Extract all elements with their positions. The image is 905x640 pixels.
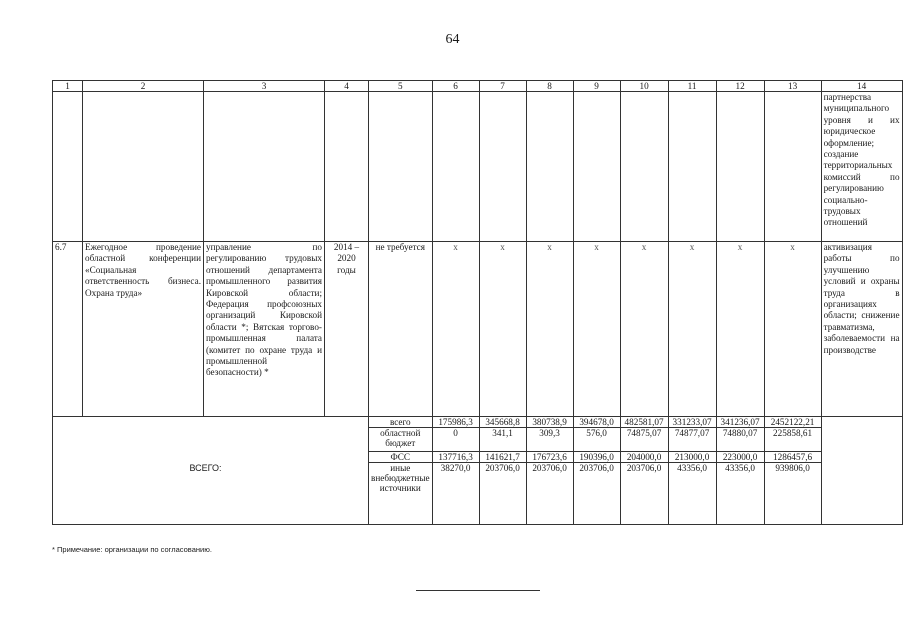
- col-num: 14: [821, 81, 902, 92]
- total-value: 482581,07: [620, 417, 668, 428]
- cost-mark: х: [479, 242, 526, 417]
- total-value: 345668,8: [479, 417, 526, 428]
- source-label: областной бюджет: [369, 428, 433, 452]
- col-num: 3: [204, 81, 325, 92]
- funding: не требуется: [369, 242, 433, 417]
- total-value: 141621,7: [479, 452, 526, 463]
- cost-mark: х: [668, 242, 716, 417]
- col-num: 9: [573, 81, 620, 92]
- col-num: 4: [325, 81, 369, 92]
- cost-mark: х: [526, 242, 573, 417]
- col-num: 8: [526, 81, 573, 92]
- source-label: иные внебюджетные источники: [369, 463, 433, 525]
- total-value: 74877,07: [668, 428, 716, 452]
- col-num: 12: [716, 81, 764, 92]
- col-num: 6: [432, 81, 479, 92]
- col-num: 7: [479, 81, 526, 92]
- col-num: 2: [83, 81, 204, 92]
- total-value: 576,0: [573, 428, 620, 452]
- total-label: ВСЕГО:: [53, 417, 369, 525]
- total-value: 176723,6: [526, 452, 573, 463]
- cost-mark: х: [573, 242, 620, 417]
- cost-mark: х: [432, 242, 479, 417]
- total-value: 175986,3: [432, 417, 479, 428]
- total-value: 203706,0: [479, 463, 526, 525]
- total-value: 0: [432, 428, 479, 452]
- cost-mark: х: [620, 242, 668, 417]
- source-label: ФСС: [369, 452, 433, 463]
- total-value: 203706,0: [573, 463, 620, 525]
- total-value: 137716,3: [432, 452, 479, 463]
- col-num: 5: [369, 81, 433, 92]
- source-label: всего: [369, 417, 433, 428]
- total-value: 190396,0: [573, 452, 620, 463]
- total-value: 380738,9: [526, 417, 573, 428]
- event-name: Ежегодное проведение областной конференции «Социальная ответственность бизнеса. Охрана труда»: [83, 242, 204, 417]
- total-row-all: [53, 417, 903, 428]
- total-value: 2452122,21: [764, 417, 821, 428]
- total-value: 939806,0: [764, 463, 821, 525]
- total-value: 331233,07: [668, 417, 716, 428]
- executors: управление по регулированию трудовых отношений департамента промышленного развития Кировской области; Федерация профсоюзных организаций Кировской области *; Вятская торгово-промышленная палата (комитет по охране труда и промышленной безопасности) *: [204, 242, 325, 417]
- total-value: 74875,07: [620, 428, 668, 452]
- total-value: 309,3: [526, 428, 573, 452]
- total-value: 204000,0: [620, 452, 668, 463]
- total-value: 38270,0: [432, 463, 479, 525]
- total-value: 225858,61: [764, 428, 821, 452]
- separator-line: [416, 590, 540, 591]
- table-row: [53, 242, 903, 417]
- page-number: 64: [445, 32, 460, 47]
- continuation-row: [53, 92, 903, 242]
- cost-mark: х: [716, 242, 764, 417]
- total-value: 203706,0: [620, 463, 668, 525]
- total-value: 213000,0: [668, 452, 716, 463]
- col-num: 13: [764, 81, 821, 92]
- continuation-result: партнерства муниципального уровня и их юридическое оформление; создание территориальных комиссий по регулированию социально-трудовых отношений: [821, 92, 902, 242]
- total-value: 394678,0: [573, 417, 620, 428]
- row-number: 6.7: [53, 242, 83, 417]
- total-value: 43356,0: [716, 463, 764, 525]
- expected-result: активизация работы по улучшению условий и охраны труда в организациях области; снижение травматизма, заболеваемости на производстве: [821, 242, 902, 417]
- footnote: * Примечание: организации по согласованию.: [52, 545, 212, 554]
- column-numbers-row: [53, 81, 903, 92]
- cost-mark: х: [764, 242, 821, 417]
- total-value: 1286457,6: [764, 452, 821, 463]
- total-value: 341236,07: [716, 417, 764, 428]
- total-value: 341,1: [479, 428, 526, 452]
- col-num: 1: [53, 81, 83, 92]
- period: 2014 – 2020 годы: [325, 242, 369, 417]
- total-value: 223000,0: [716, 452, 764, 463]
- col-num: 10: [620, 81, 668, 92]
- total-value: 43356,0: [668, 463, 716, 525]
- col-num: 11: [668, 81, 716, 92]
- total-value: 74880,07: [716, 428, 764, 452]
- total-value: 203706,0: [526, 463, 573, 525]
- program-table: [52, 80, 903, 525]
